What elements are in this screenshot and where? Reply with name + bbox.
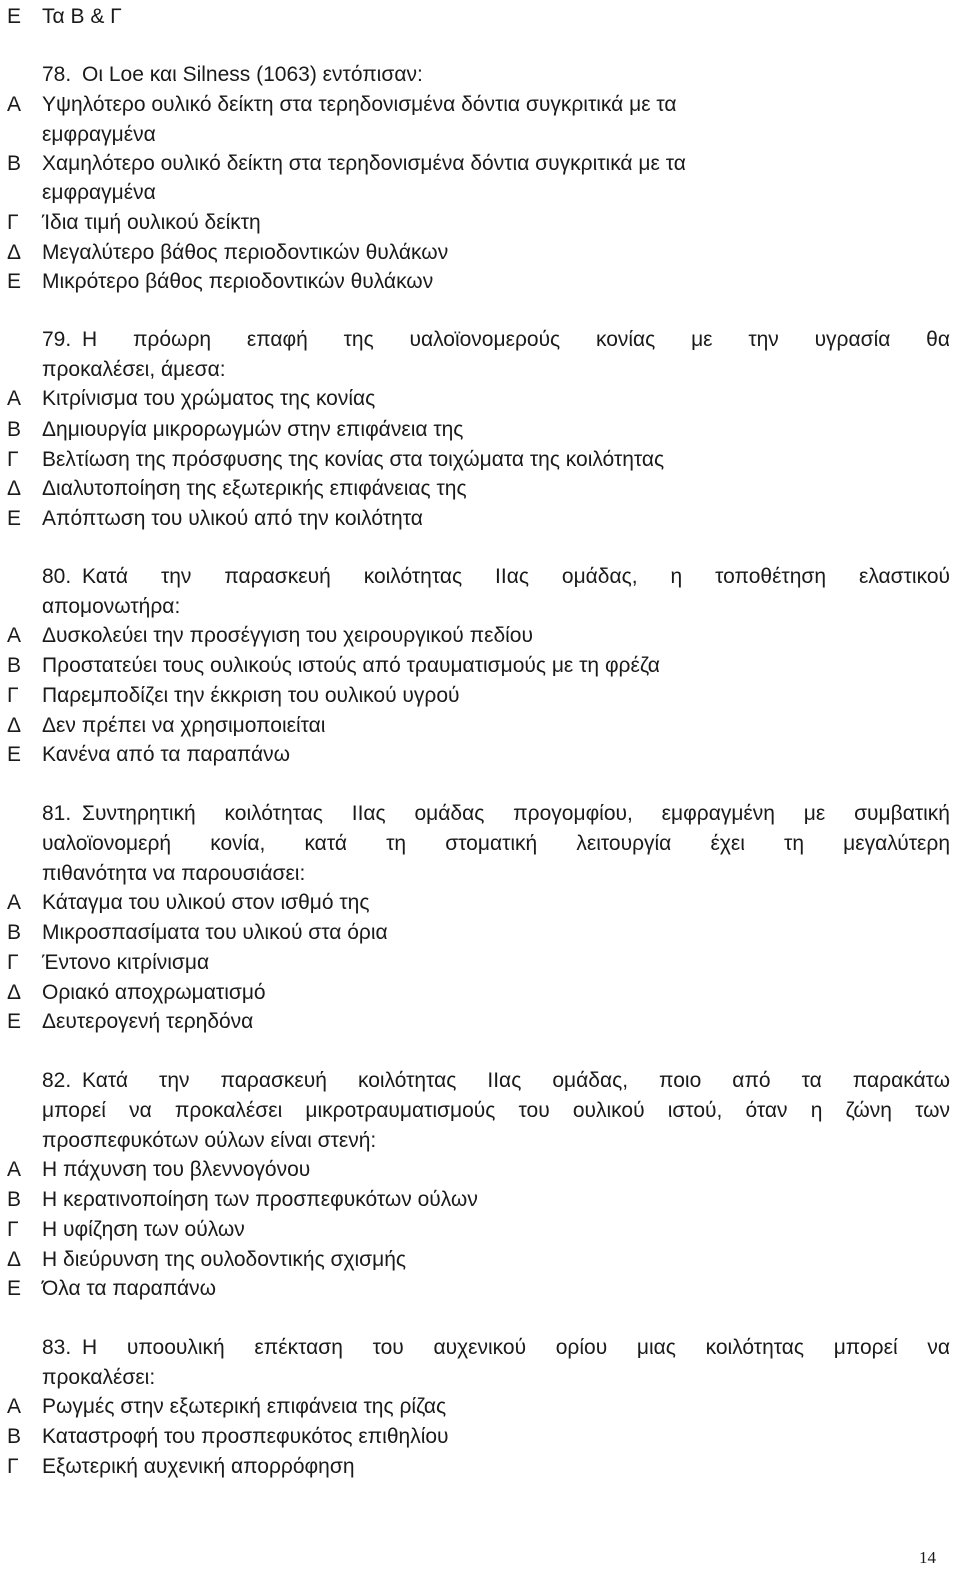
question-81-option-d: [0, 978, 960, 1008]
option-letter: Ε: [7, 1277, 22, 1300]
option-text: Η υφίζηση των ούλων: [42, 1218, 245, 1241]
question-78-stem: [42, 60, 950, 90]
option-letter: Β: [7, 152, 22, 175]
option-text: εμφραγμένα: [42, 181, 156, 204]
option-text: Κάταγμα του υλικού στον ισθμό της: [42, 891, 370, 914]
question-number: 79.: [42, 328, 72, 351]
question-79-option-c: [0, 445, 960, 475]
question-81-option-b: [0, 918, 960, 948]
question-80-option-e: [0, 740, 960, 770]
question-78-option-a-cont: [0, 120, 960, 150]
option-text: Κιτρίνισμα του χρώματος της κονίας: [42, 387, 376, 410]
option-text: Η πάχυνση του βλεννογόνου: [42, 1158, 311, 1181]
option-letter: Α: [7, 891, 22, 914]
question-80-option-d: [0, 711, 960, 741]
option-text: Διαλυτοποίηση της εξωτερικής επιφάνειας της: [42, 477, 467, 500]
question-83-option-b: [0, 1422, 960, 1452]
option-letter: Ε: [7, 1010, 22, 1033]
question-text-line: Η πρόωρη επαφή της υαλοϊονομερούς κονίας με την υγρασία θα: [82, 328, 950, 351]
question-text-line: προσπεφυκότων ούλων είναι στενή:: [42, 1129, 377, 1152]
question-83-stem: [42, 1333, 950, 1393]
question-82-option-d: [0, 1245, 960, 1275]
option-text: Κανένα από τα παραπάνω: [42, 743, 290, 766]
option-text: Μικροσπασίματα του υλικού στα όρια: [42, 921, 388, 944]
option-letter: Δ: [7, 714, 22, 737]
option-text: Έντονο κιτρίνισμα: [42, 951, 210, 974]
question-number: 83.: [42, 1336, 72, 1359]
option-text: Παρεμποδίζει την έκκριση του ουλικού υγρού: [42, 684, 460, 707]
question-number: 80.: [42, 565, 72, 588]
question-text-line: προκαλέσει, άμεσα:: [42, 358, 226, 381]
option-text: Καταστροφή του προσπεφυκότος επιθηλίου: [42, 1425, 449, 1448]
option-text: Βελτίωση της πρόσφυσης της κονίας στα τοιχώματα της κοιλότητας: [42, 448, 665, 471]
option-letter: Ε: [7, 507, 22, 530]
option-text: Τα Β & Γ: [42, 5, 122, 28]
question-text-line: υαλοϊονομερή κονία, κατά τη στοματική λειτουργία έχει τη μεγαλύτερη: [42, 832, 950, 855]
question-82-stem: [42, 1066, 950, 1156]
question-80-stem: [42, 562, 950, 622]
question-number: 82.: [42, 1069, 72, 1092]
question-80-option-c: [0, 681, 960, 711]
question-text-line: μπορεί να προκαλέσει μικροτραυματισμούς του ουλικού ιστού, όταν η ζώνη των: [42, 1099, 950, 1122]
question-number: 81.: [42, 802, 72, 825]
question-79-option-b: [0, 415, 960, 445]
option-letter: Δ: [7, 241, 22, 264]
question-83-option-a: [0, 1392, 960, 1422]
question-text-line: Η υποουλική επέκταση του αυχενικού ορίου μιας κοιλότητας μπορεί να: [82, 1336, 950, 1359]
question-78-option-b-cont: [0, 178, 960, 208]
question-78-option-b: [0, 149, 960, 179]
question-82-option-a: [0, 1155, 960, 1185]
option-text: Απόπτωση του υλικού από την κοιλότητα: [42, 507, 423, 530]
option-letter: Γ: [7, 211, 19, 234]
option-letter: Β: [7, 418, 22, 441]
option-letter: Β: [7, 1188, 22, 1211]
question-78-option-d: [0, 238, 960, 268]
option-letter: Γ: [7, 684, 19, 707]
question-82-option-c: [0, 1215, 960, 1245]
option-text: Υψηλότερο ουλικό δείκτη στα τερηδονισμένα δόντια συγκριτικά με τα: [42, 93, 677, 116]
question-81-stem: [42, 799, 950, 889]
question-79-stem: [42, 325, 950, 385]
question-81-option-e: [0, 1007, 960, 1037]
question-78-option-c: [0, 208, 960, 238]
question-text-line: απομονωτήρα:: [42, 595, 181, 618]
option-text: Ίδια τιμή ουλικού δείκτη: [42, 211, 261, 234]
option-text: Δεν πρέπει να χρησιμοποιείται: [42, 714, 326, 737]
option-letter: Γ: [7, 1455, 19, 1478]
option-text: εμφραγμένα: [42, 123, 156, 146]
option-text: Μικρότερο βάθος περιοδοντικών θυλάκων: [42, 270, 434, 293]
option-text: Η κερατινοποίηση των προσπεφυκότων ούλων: [42, 1188, 478, 1211]
question-78-option-a: [0, 90, 960, 120]
option-letter: Ε: [7, 743, 22, 766]
question-79-option-e: [0, 504, 960, 534]
option-letter: Α: [7, 624, 22, 647]
option-letter: Α: [7, 387, 22, 410]
option-text: Όλα τα παραπάνω: [42, 1277, 217, 1300]
option-text: Προστατεύει τους ουλικούς ιστούς από τραυματισμούς με τη φρέζα: [42, 654, 660, 677]
option-letter: Ε: [7, 5, 22, 28]
question-80-option-a: [0, 621, 960, 651]
question-text-line: πιθανότητα να παρουσιάσει:: [42, 862, 306, 885]
option-letter: Α: [7, 93, 22, 116]
question-82-option-b: [0, 1185, 960, 1215]
option-letter: Β: [7, 921, 22, 944]
option-text: Χαμηλότερο ουλικό δείκτη στα τερηδονισμένα δόντια συγκριτικά με τα: [42, 152, 686, 175]
question-80-option-b: [0, 651, 960, 681]
option-letter: Δ: [7, 981, 22, 1004]
option-letter: Α: [7, 1158, 22, 1181]
question-text-line: Οι Loe και Silness (1063) εντόπισαν:: [82, 63, 423, 86]
option-text: Η διεύρυνση της ουλοδοντικής σχισμής: [42, 1248, 407, 1271]
question-82-option-e: [0, 1274, 960, 1304]
question-text-line: Κατά την παρασκευή κοιλότητας ΙΙας ομάδας, η τοποθέτηση ελαστικού: [82, 565, 950, 588]
option-letter: Β: [7, 654, 22, 677]
question-81-option-a: [0, 888, 960, 918]
option-letter: Γ: [7, 951, 19, 974]
option-text: Μεγαλύτερο βάθος περιοδοντικών θυλάκων: [42, 241, 449, 264]
option-letter: Β: [7, 1425, 22, 1448]
option-letter: Α: [7, 1395, 22, 1418]
option-text: Δυσκολεύει την προσέγγιση του χειρουργικού πεδίου: [42, 624, 533, 647]
page-number: 14: [919, 1548, 936, 1567]
question-text-line: Συντηρητική κοιλότητας ΙΙας ομάδας προγομφίου, εμφραγμένη με συμβατική: [82, 802, 950, 825]
option-letter: Ε: [7, 270, 22, 293]
question-text-line: Κατά την παρασκευή κοιλότητας ΙΙας ομάδας, ποιο από τα παρακάτω: [82, 1069, 950, 1092]
question-83-option-c: [0, 1452, 960, 1482]
option-letter: Δ: [7, 477, 22, 500]
option-text: Δημιουργία μικρορωγμών στην επιφάνεια της: [42, 418, 464, 441]
question-text-line: προκαλέσει:: [42, 1366, 156, 1389]
prev-question-option-e: [0, 2, 960, 32]
question-81-option-c: [0, 948, 960, 978]
question-79-option-a: [0, 384, 960, 414]
question-78-option-e: [0, 267, 960, 297]
option-letter: Γ: [7, 448, 19, 471]
option-text: Δευτερογενή τερηδόνα: [42, 1010, 254, 1033]
option-letter: Δ: [7, 1248, 22, 1271]
option-text: Ρωγμές στην εξωτερική επιφάνεια της ρίζας: [42, 1395, 447, 1418]
option-text: Εξωτερική αυχενική απορρόφηση: [42, 1455, 355, 1478]
option-letter: Γ: [7, 1218, 19, 1241]
option-text: Οριακό αποχρωματισμό: [42, 981, 266, 1004]
question-79-option-d: [0, 474, 960, 504]
question-number: 78.: [42, 63, 72, 86]
